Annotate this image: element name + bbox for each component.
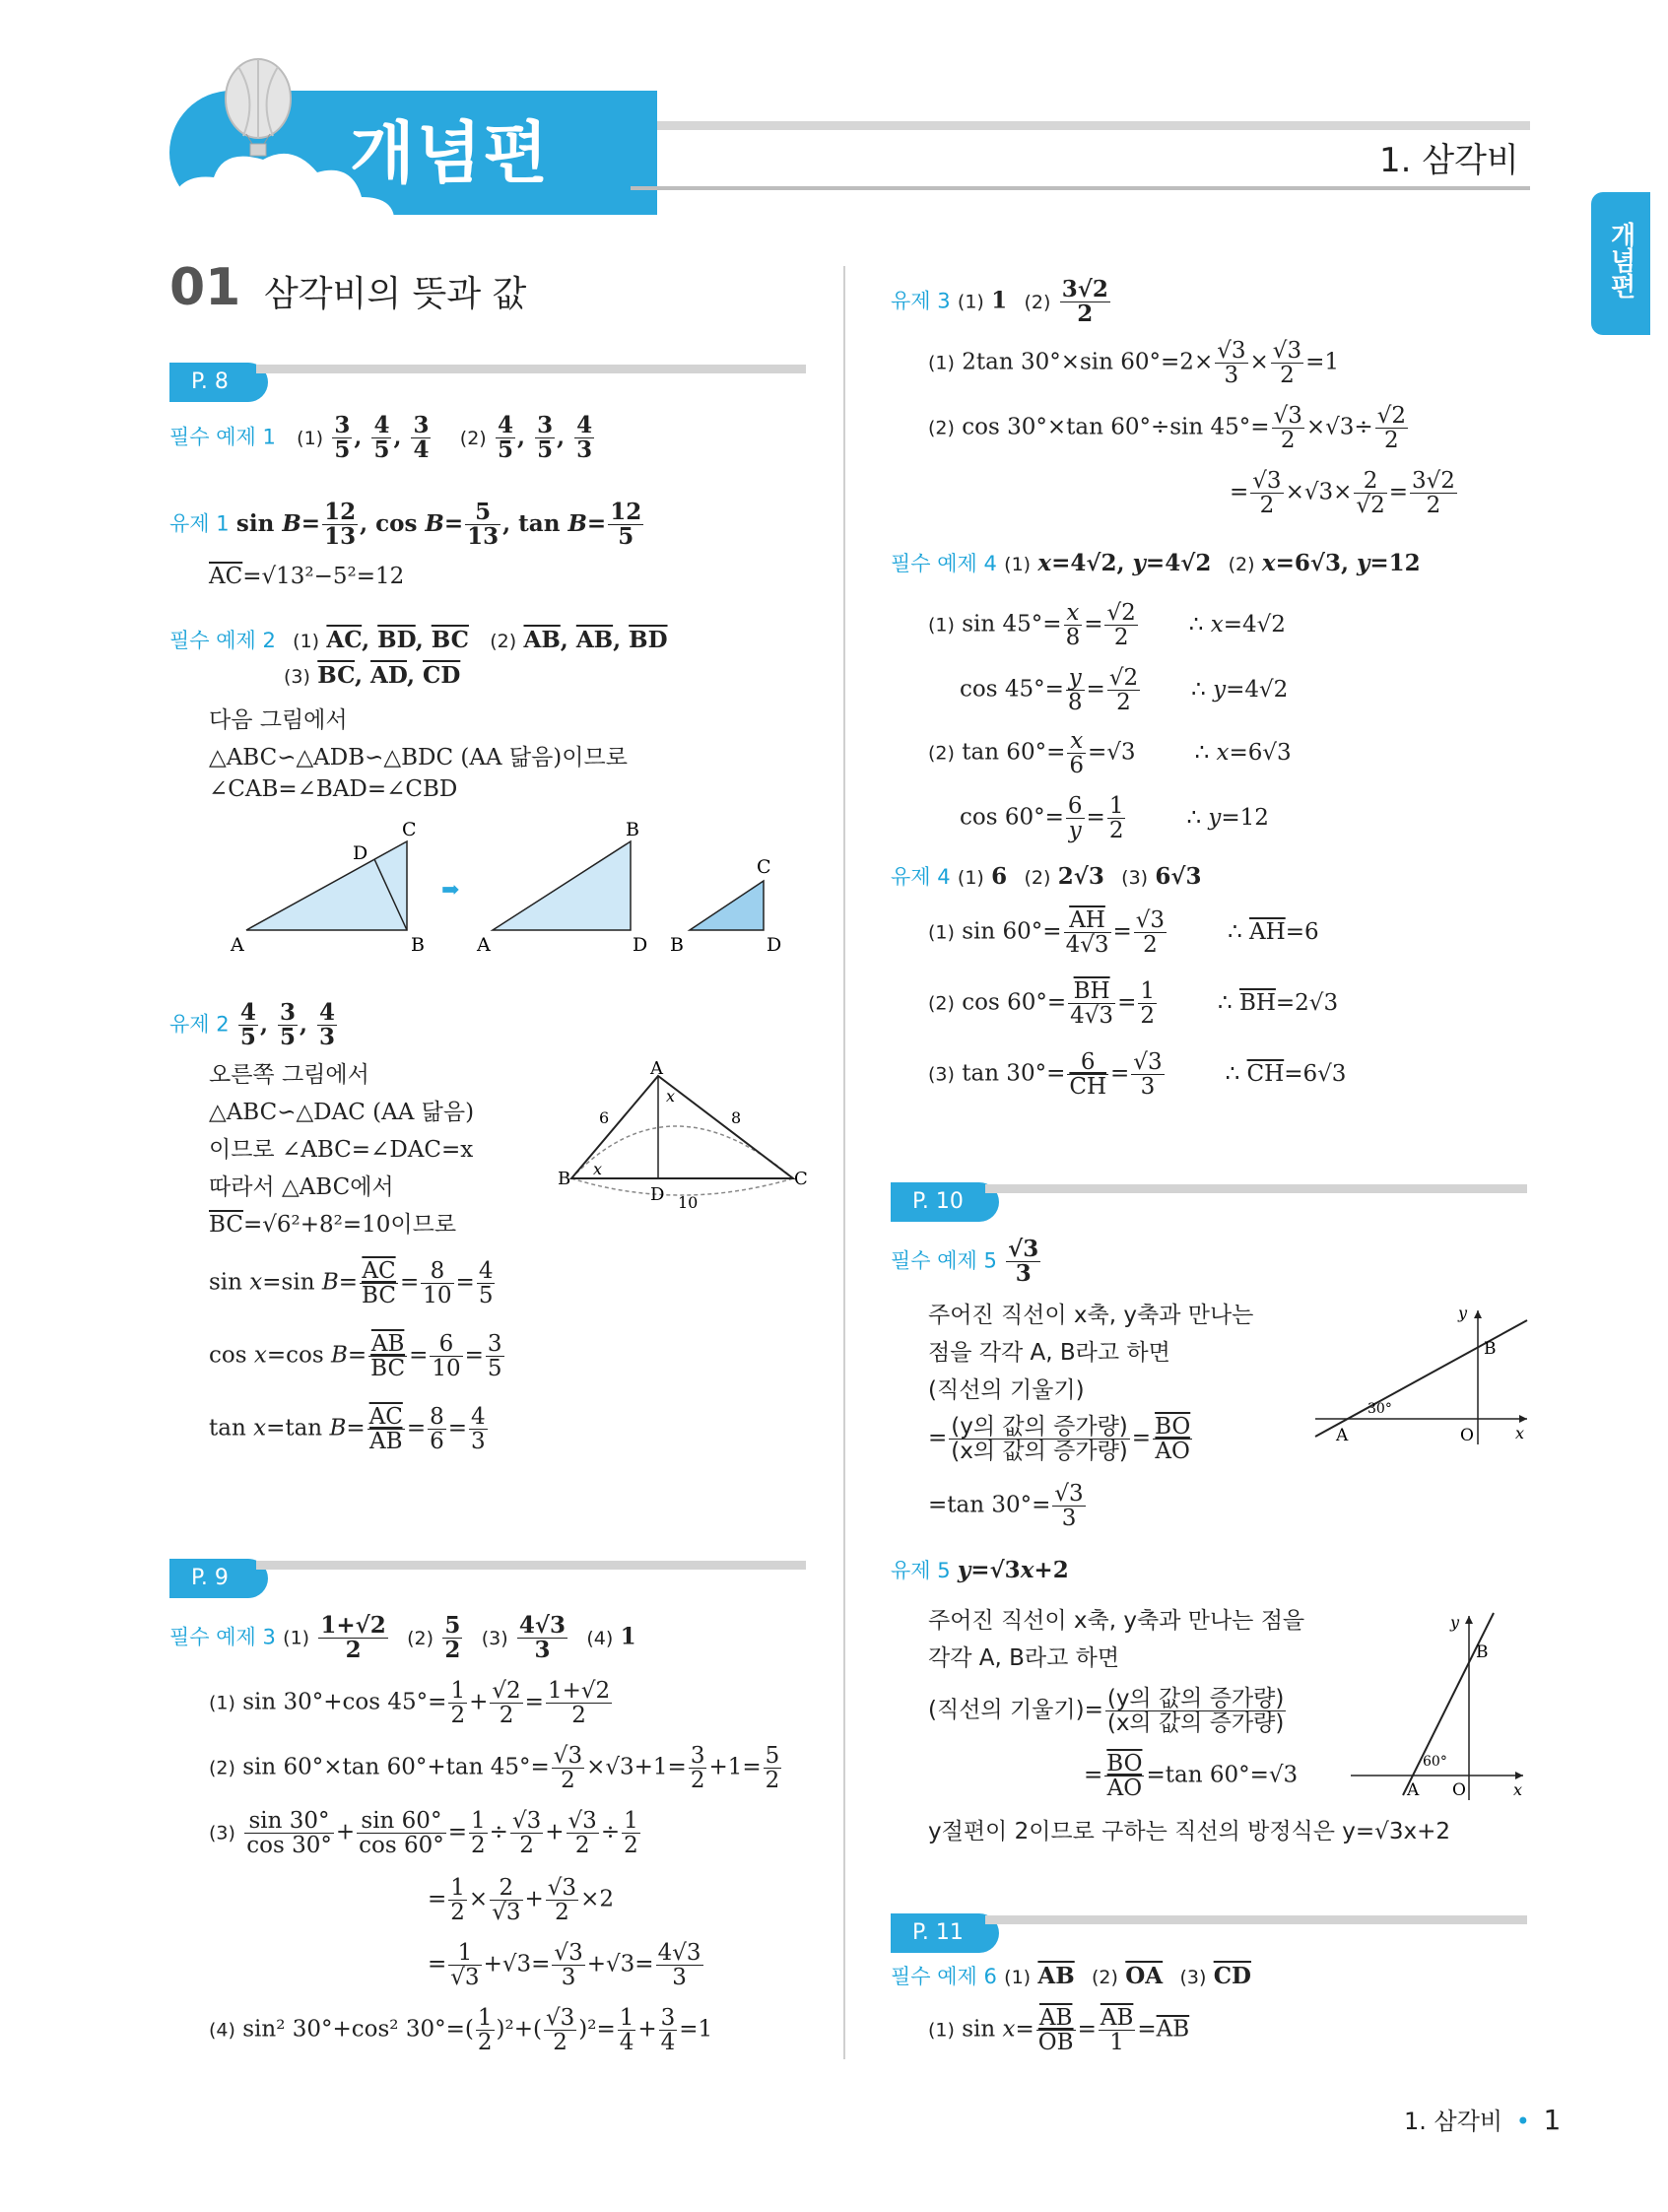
exercise-2: 유제 2 $\frac{4}{5}$ , $\frac{3}{5}$ , $\frac{4}{3}$ <box>169 999 335 1051</box>
part-label: (1) <box>928 2019 955 2042</box>
exercise-3-step2b: = $\frac{√3}{2}$ ×√3× $\frac{2}{√2}$ = $\frac{3√2}{2}$ <box>1230 468 1455 519</box>
exercise-2-angle: 이므로 ∠ABC=∠DAC=x <box>209 1137 474 1163</box>
example-5-slope: = $\frac{\text{(y의 값의 증가량)}}{\text{(x의 값의 증가량)}}$ = $\frac{\overline{BO}}{AO}$ <box>928 1414 1191 1465</box>
example-5: 필수 예제 5 $\frac{√3}{3}$ <box>891 1236 1039 1288</box>
part-label: (2) <box>407 1627 434 1649</box>
part-label: (1) <box>957 291 984 313</box>
part-label: (2) <box>1092 1967 1118 1988</box>
part-label: (1) <box>1004 1967 1032 1988</box>
part-label: (1) <box>1004 554 1032 575</box>
fig-label: O <box>1452 1780 1466 1800</box>
fig-label: C <box>757 856 771 878</box>
exercise-2-similarity: △ABC∽△DAC (AA 닮음) <box>209 1100 475 1125</box>
section-title: 삼각비의 뜻과 값 <box>264 274 527 314</box>
example-3-step4: (4) sin² 30°+cos² 30°=( $\frac{1}{2}$ )²+( $\frac{√3}{2}$ )²= $\frac{1}{4}$ + $\frac{3}{4}$ =1 <box>209 2005 713 2056</box>
exercise-2-sin: sin x=sin B= $\frac{\overline{AC}}{BC}$ = $\frac{8}{10}$ = $\frac{4}{5}$ <box>209 1258 494 1309</box>
fig-label: x <box>1513 1780 1523 1799</box>
example-4-step2b: cos 60°= $\frac{6}{y}$ = $\frac{1}{2}$ ∴ y=12 <box>960 793 1269 844</box>
x-increase: (x의 값의 증가량) <box>1106 1710 1285 1737</box>
right-triangle-figure <box>558 1058 808 1212</box>
exercise-2-step: 따라서 △ABC에서 <box>209 1174 394 1200</box>
part-label: (1) <box>928 921 955 944</box>
example-3: 필수 예제 3 (1) $\frac{1+√2}{2}$ (2) $\frac{5}{2}$ (3) $\frac{4√3}{3}$ (4) 1 <box>169 1612 636 1664</box>
fig-label: x <box>666 1087 676 1106</box>
exercise-2-intro: 오른쪽 그림에서 <box>209 1062 369 1088</box>
part-label: (2) <box>490 631 517 652</box>
exercise-5-line1: 주어진 직선이 x축, y축과 만나는 점을 <box>928 1608 1305 1634</box>
part-label: (1) <box>957 867 984 889</box>
fig-label: y <box>1450 1613 1460 1632</box>
example-6-step1: (1) sin x= $\frac{\overline{AB}}{OB}$ = $\frac{\overline{AB}}{1}$ $=\overline{AB}$ <box>928 2005 1190 2056</box>
example-2-similarity: △ABC∽△ADB∽△BDC (AA 닮음)이므로 <box>209 745 628 771</box>
fig-label: D <box>650 1184 665 1205</box>
part-label: (1) <box>283 1627 310 1649</box>
example-3-step3b: = $\frac{1}{2}$ × $\frac{2}{√3}$ + $\frac{√3}{2}$ ×2 <box>428 1875 614 1926</box>
example-6-label: 필수 예제 6 <box>891 1965 997 1988</box>
exercise-5-line2: 각각 A, B라고 하면 <box>928 1645 1120 1671</box>
fig-label: O <box>1460 1426 1474 1445</box>
example-2-intro: 다음 그림에서 <box>209 707 348 733</box>
fig-label: B <box>670 934 684 956</box>
fig-label: A <box>231 934 244 956</box>
example-2-angles: ∠CAB=∠BAD=∠CBD <box>209 776 458 802</box>
x-increase: (x의 값의 증가량) <box>951 1439 1128 1465</box>
example-5-label: 필수 예제 5 <box>891 1248 997 1273</box>
exercise-5-slope <box>928 1687 1288 1735</box>
example-5-line1: 주어진 직선이 x축, y축과 만나는 <box>928 1303 1254 1328</box>
example-3-step3: (3) $\frac{\sin 30^\circ}{\cos 30^\circ}$ + $\frac{\sin 60^\circ}{\cos 60^\circ}$ = $\frac{1}{2}$ ÷ $\frac{√3}{2}$ + $\frac{√3}{2}$ ÷ $\frac{1}{2}$ <box>209 1808 638 1859</box>
fig-label: B <box>1476 1642 1489 1662</box>
exercise-2-label: 유제 2 <box>169 1012 230 1037</box>
part-label: (2) <box>1228 554 1255 575</box>
fig-label: B <box>626 819 639 840</box>
part-label: (2) <box>459 427 487 449</box>
fig-label: x <box>1515 1424 1525 1442</box>
fig-label: D <box>767 934 782 956</box>
fig-label: 10 <box>678 1193 699 1212</box>
part-label: (3) <box>1121 867 1149 889</box>
fig-label: 6 <box>599 1108 610 1127</box>
exercise-5: 유제 5 y=√3x+2 <box>891 1557 1069 1583</box>
example-1: 필수 예제 1 (1) $\frac{3}{5}$ , $\frac{4}{5}$ , $\frac{3}{4}$ (2) $\frac{4}{5}$ , $\frac{3}{5}$ , $\frac{4}{3}$ <box>169 412 593 464</box>
fig-label: x <box>593 1160 603 1178</box>
part-label: (3) <box>928 1063 955 1086</box>
fig-label: A <box>1336 1426 1349 1445</box>
example-4: 필수 예제 4 (1) x=4√2, y=4√2 (2) x=6√3, y=12 <box>891 550 1421 576</box>
part-label: (4) <box>586 1627 614 1649</box>
example-2-part3: (3) $\overline{BC}$, $\overline{AD}$, $\overline{CD}$ <box>284 662 461 689</box>
example-4-step1b: cos 45°= $\frac{y}{8}$ = $\frac{√2}{2}$ ∴ y=4√2 <box>960 665 1289 716</box>
part-label: (2) <box>928 742 955 765</box>
header-top-rule <box>650 121 1530 130</box>
exercise-4-step2: (2) cos 60°= $\frac{\overline{BH}}{4√3}$ = $\frac{1}{2}$ ∴ $\overline{BH}=2√3$ <box>928 978 1339 1030</box>
column-divider <box>843 266 845 2059</box>
example-4-step2: (2) tan 60°= $\frac{x}{6}$ =√3 ∴ x=6√3 <box>928 728 1292 779</box>
fig-label: 8 <box>731 1108 742 1127</box>
fig-label: A <box>477 934 491 956</box>
page-rule-p11 <box>985 1915 1527 1924</box>
part-label: (3) <box>1179 1967 1207 1988</box>
footer-chapter: 1. 삼각비 <box>1404 2108 1503 2135</box>
page-badge-p10: P. 10 <box>891 1182 999 1222</box>
fig-label: 30° <box>1368 1401 1392 1417</box>
fig-label: y <box>1458 1304 1468 1322</box>
part-label: (3) <box>481 1627 508 1649</box>
part-label: (2) <box>209 1757 235 1779</box>
part-label: (4) <box>209 2019 235 2042</box>
line-graph-60deg <box>1346 1608 1533 1805</box>
fig-label: C <box>402 819 417 840</box>
exercise-1-solution: $\overline{AC}=√13^2-5^2=12$ <box>209 564 405 589</box>
example-3-step2: (2) sin 60°×tan 60°+tan 45°= $\frac{√3}{2}$ ×√3+1= $\frac{3}{2}$ +1= $\frac{5}{2}$ <box>209 1743 780 1794</box>
exercise-3: 유제 3 (1) 1 (2) $\frac{3√2}{2}$ <box>891 276 1108 328</box>
side-tab-label: 개념편 <box>1606 222 1635 299</box>
y-increase: (y의 값의 증가량) <box>951 1414 1128 1440</box>
page-rule-p9 <box>256 1561 806 1570</box>
example-5-line2: 점을 각각 A, B라고 하면 <box>928 1340 1170 1366</box>
part-label: (2) <box>1024 867 1051 889</box>
exercise-5-label: 유제 5 <box>891 1559 951 1582</box>
bullet-icon: • <box>1515 2108 1530 2135</box>
part-label: (1) <box>209 1692 235 1714</box>
header-section-label: 개념편 <box>350 115 551 193</box>
example-2-label: 필수 예제 2 <box>169 629 276 652</box>
example-1-label: 필수 예제 1 <box>169 425 276 449</box>
page-badge-p9: P. 9 <box>169 1559 268 1598</box>
chapter-title: 1. 삼각비 <box>1379 141 1519 180</box>
exercise-4-label: 유제 4 <box>891 865 951 889</box>
exercise-4: 유제 4 (1) 6 (2) 2√3 (3) 6√3 <box>891 863 1202 890</box>
fig-label: C <box>794 1169 808 1189</box>
example-6: 필수 예제 6 (1) $\overline{AB}$ (2) $\overline{OA}$ (3) $\overline{CD}$ <box>891 1963 1251 1989</box>
example-3-label: 필수 예제 3 <box>169 1625 276 1649</box>
exercise-5-conclusion: y절편이 2이므로 구하는 직선의 방정식은 y=√3x+2 <box>928 1819 1450 1844</box>
footer-page-number: 1 <box>1543 2104 1562 2136</box>
exercise-1: 유제 1 sin B= $\frac{12}{13}$ , cos B= $\frac{5}{13}$ , tan B= $\frac{12}{5}$ <box>169 499 642 551</box>
side-tab[interactable] <box>1591 192 1650 335</box>
exercise-4-step3: (3) tan 30°= $\frac{6}{CH}$ = $\frac{√3}{3}$ ∴ $\overline{CH}=6√3$ <box>928 1049 1347 1101</box>
example-4-label: 필수 예제 4 <box>891 552 997 575</box>
fig-label: A <box>650 1058 663 1079</box>
page-rule-p10 <box>985 1184 1527 1193</box>
part-label: (2) <box>928 417 955 439</box>
fig-label: B <box>558 1169 571 1189</box>
y-increase: (y의 값의 증가량) <box>1106 1686 1285 1711</box>
exercise-3-label: 유제 3 <box>891 289 951 313</box>
part-label: (3) <box>284 666 310 688</box>
part-label: (1) <box>297 427 324 449</box>
exercise-3-step1: (1) 2tan 30°×sin 60°=2× $\frac{√3}{3}$ × $\frac{√3}{2}$ =1 <box>928 338 1339 389</box>
page-badge-p8: P. 8 <box>169 363 268 402</box>
exercise-2-bc: $\overline{BC}=√6^2+8^2=10$이므로 <box>209 1212 457 1238</box>
fig-label: B <box>1484 1339 1497 1359</box>
part-label: (2) <box>928 992 955 1015</box>
example-5-line3: (직선의 기울기) <box>928 1377 1085 1403</box>
part-label: (2) <box>1024 291 1051 313</box>
exercise-5-result: = $\frac{\overline{BO}}{AO}$ =tan 60°=√3 <box>1084 1751 1299 1802</box>
page-footer <box>1404 2102 1561 2136</box>
exercise-2-bc-tail: =10이므로 <box>342 1212 457 1238</box>
exercise-1-label: 유제 1 <box>169 511 230 536</box>
fig-label: 60° <box>1423 1754 1447 1770</box>
fig-label: A <box>1407 1780 1420 1800</box>
exercise-2-tan: tan x=tan B= $\frac{\overline{AC}}{AB}$ = $\frac{8}{6}$ = $\frac{4}{3}$ <box>209 1404 486 1455</box>
similar-triangles-figure <box>227 820 798 958</box>
exercise-3-step2: (2) cos 30°×tan 60°÷sin 45°= $\frac{√3}{2}$ ×√3÷ $\frac{√2}{2}$ <box>928 403 1406 454</box>
part-label: (3) <box>209 1822 235 1844</box>
part-label: (1) <box>928 352 955 374</box>
example-3-step1: (1) sin 30°+cos 45°= $\frac{1}{2}$ + $\frac{√2}{2}$ = $\frac{1+√2}{2}$ <box>209 1678 611 1729</box>
example-5-result: =tan 30°= $\frac{√3}{3}$ <box>928 1481 1084 1532</box>
section-number <box>169 258 240 317</box>
part-label: (1) <box>928 614 955 637</box>
fig-label: B <box>411 934 425 956</box>
header-bottom-rule <box>631 186 1530 190</box>
part-label: (1) <box>293 631 320 652</box>
example-4-step1: (1) sin 45°= $\frac{x}{8}$ = $\frac{√2}{2}$ ∴ x=4√2 <box>928 600 1286 651</box>
arrow-right-icon: ➡ <box>441 878 460 903</box>
line-graph-30deg <box>1310 1299 1537 1446</box>
page-rule-p8 <box>256 365 806 373</box>
example-2: 필수 예제 2 (1) $\overline{AC}$, $\overline{BD}$, $\overline{BC}$ (2) $\overline{AB}$, $\overline{AB}$, $\overline{BD}$ <box>169 627 668 653</box>
fig-label: D <box>353 842 368 864</box>
exercise-4-step1: (1) sin 60°= $\frac{\overline{AH}}{4√3}$ = $\frac{√3}{2}$ ∴ $\overline{AH}=6$ <box>928 907 1319 959</box>
slope-label: (직선의 기울기)= <box>928 1697 1103 1723</box>
page-badge-p11: P. 11 <box>891 1913 999 1953</box>
section-number-text: 01 <box>169 258 241 317</box>
exercise-2-cos: cos x=cos B= $\frac{\overline{AB}}{BC}$ = $\frac{6}{10}$ = $\frac{3}{5}$ <box>209 1331 502 1382</box>
fig-label: D <box>633 934 648 956</box>
example-3-step3c: = $\frac{1}{√3}$ +√3= $\frac{√3}{3}$ +√3= $\frac{4√3}{3}$ <box>428 1940 701 1991</box>
